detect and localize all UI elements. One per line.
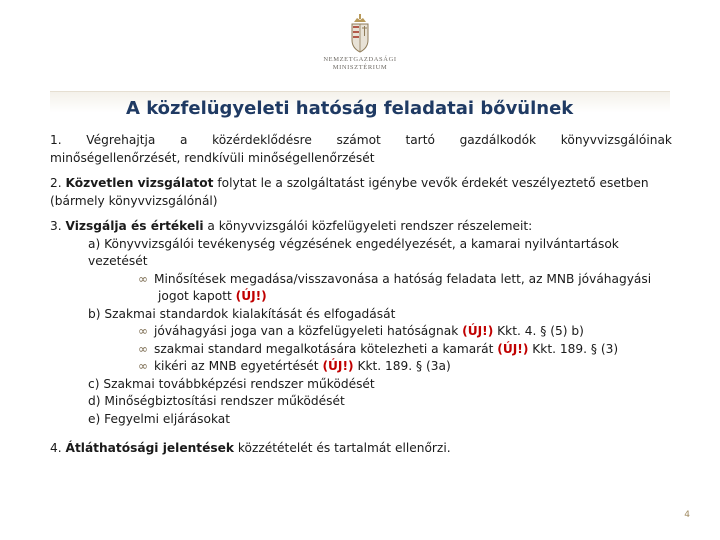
sub-item-b-bullet-1 — [50, 323, 672, 341]
item-4-number: 4. — [50, 441, 62, 455]
infinity-bullet-icon: ∞ — [138, 359, 148, 373]
sub-item-c: c) Szakmai továbbképzési rendszer működését — [88, 376, 375, 391]
sub-item-a-bullet-1-text: Minősítések megadása/visszavonása a hatóság feladata lett, az MNB jóváhagyási — [154, 271, 652, 286]
item-3 — [50, 218, 672, 236]
infinity-bullet-icon: ∞ — [138, 341, 148, 356]
item-4-text: közzétételét és tartalmát ellenőrzi. — [234, 441, 451, 455]
item-3-bold: Vizsgálja és értékeli — [65, 219, 204, 233]
sub-item-a-bullet-1 — [50, 271, 672, 289]
sub-item-b: b) Szakmai standardok kialakítását és elfogadását — [88, 306, 396, 321]
sub-item-b-bullet-3-ref: Kkt. 189. § (3a) — [353, 359, 451, 373]
sub-item-b-bullet-1-ref: Kkt. 4. § (5) b) — [493, 324, 584, 338]
item-1-text: Végrehajtja a közérdeklődésre számot tartó gazdálkodók könyvvizsgálóinak — [86, 133, 672, 147]
infinity-bullet-icon: ∞ — [138, 271, 148, 286]
sub-item-b-bullet-1-text: jóváhagyási joga van a közfelügyeleti hatóságnak — [154, 324, 463, 338]
new-tag: (ÚJ!) — [497, 341, 529, 356]
item-2-number: 2. — [50, 176, 62, 190]
item-3-number: 3. — [50, 219, 62, 233]
sub-item-a: a) Könyvvizsgálói tevékenység végzésének engedélyezését, a kamarai nyilvántartások vezetését — [88, 236, 619, 268]
sub-item-b-bullet-2 — [50, 341, 672, 359]
new-tag: (ÚJ!) — [462, 324, 494, 338]
item-2 — [50, 175, 672, 193]
sub-item-b-bullet-2-ref: Kkt. 189. § (3) — [528, 341, 619, 356]
sub-item-b-bullet-3-text: kikéri az MNB egyetértését — [154, 359, 323, 373]
item-4 — [50, 440, 672, 458]
item-1 — [50, 132, 672, 150]
item-3-text: a könyvvizsgálói közfelügyeleti rendszer részelemeit: — [203, 219, 533, 233]
ministry-name-line2: MINISZTÉRIUM — [332, 64, 388, 71]
slide-body — [50, 132, 672, 458]
infinity-bullet-icon: ∞ — [138, 324, 148, 338]
sub-item-b-bullet-2-text: szakmai standard megalkotására kötelezheti a kamarát — [154, 341, 498, 356]
sub-item-a-bullet-1-cont — [50, 288, 672, 306]
item-4-bold: Átláthatósági jelentések — [65, 441, 235, 455]
sub-item-d: d) Minőségbiztosítási rendszer működését — [88, 394, 345, 408]
new-tag: (ÚJ!) — [322, 359, 354, 373]
sub-item-b-bullet-3 — [50, 358, 672, 376]
item-2-bold: Közvetlen vizsgálatot — [65, 176, 214, 190]
item-1-number: 1. — [50, 133, 62, 147]
page-number: 4 — [684, 510, 690, 520]
ministry-logo — [300, 14, 420, 84]
slide-title: A közfelügyeleti hatóság feladatai bővülnek — [126, 98, 574, 119]
sub-item-e: e) Fegyelmi eljárásokat — [88, 411, 231, 426]
new-tag: (ÚJ!) — [235, 289, 267, 303]
item-1-line2: minőségellenőrzését, rendkívüli minőségellenőrzését — [50, 150, 375, 165]
coat-of-arms-icon — [345, 14, 375, 54]
item-2-line2: (bármely könyvvizsgálónál) — [50, 193, 218, 208]
sub-item-a-bullet-1-cont-text: jogot kapott — [158, 289, 236, 303]
ministry-name-line1: NEMZETGAZDASÁGI — [323, 56, 397, 63]
item-2-text: folytat le a szolgáltatást igénybe vevők érdekét veszélyeztető esetben — [213, 176, 649, 190]
